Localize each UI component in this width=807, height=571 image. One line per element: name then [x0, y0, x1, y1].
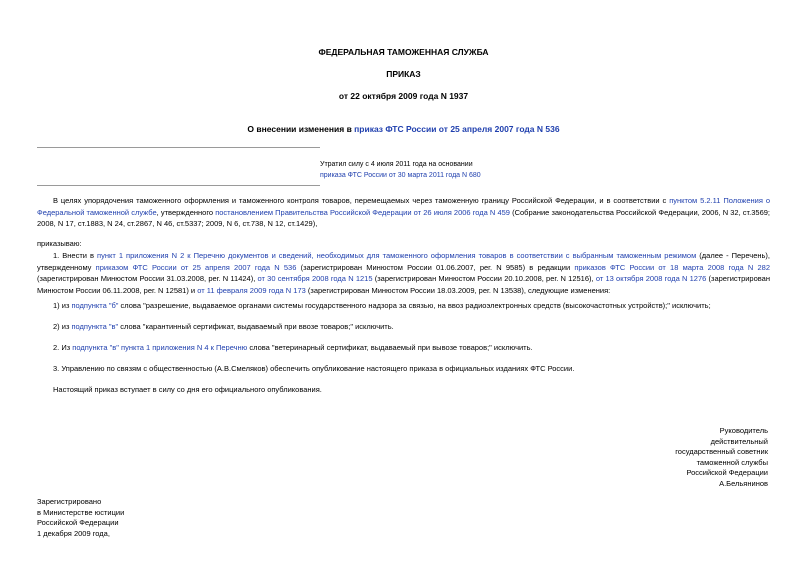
preamble-link-decree[interactable]: постановлением Правительства Российской Федерации от 26 июля 2006 года N 459: [215, 207, 510, 217]
preamble-text-2: , утвержденного: [156, 207, 216, 217]
signature-line: действительный: [710, 436, 768, 446]
status-note-text: Утратил силу с 4 июля 2011 года на основании: [320, 161, 473, 168]
divider-bottom: [37, 185, 320, 186]
agency-title: ФЕДЕРАЛЬНАЯ ТАМОЖЕННАЯ СЛУЖБА: [318, 47, 489, 57]
registration-line: Российской Федерации: [37, 518, 119, 527]
signature-line: государственный советник: [675, 447, 768, 456]
preamble-text-1: В целях упорядочения таможенного оформления и таможенного контроля товаров, перемещаемых через таможенную границу Российской Федерации, и в соответствии с: [53, 196, 670, 205]
signature-line: Российской Федерации: [686, 468, 768, 477]
registration-block: [37, 497, 124, 539]
item-1-link-order-282[interactable]: приказов ФТС России от 18 марта 2008 года N 282: [574, 262, 770, 272]
registration-line: Зарегистрировано: [37, 497, 102, 506]
sub-item-1-link[interactable]: подпункта "б": [71, 301, 119, 310]
item-2-link[interactable]: подпункта "в" пункта 1 приложения N 4 к Перечню: [72, 343, 248, 352]
registration-line: 1 декабря 2009 года,: [37, 528, 110, 538]
sub-item-2-text-1: 2) из: [53, 322, 72, 331]
doc-date-number: от 22 октября 2009 года N 1937: [338, 91, 469, 101]
item-1-link-order-536[interactable]: приказом ФТС России от 25 апреля 2007 года N 536: [95, 262, 297, 272]
sub-item-1: [53, 301, 711, 311]
registration-line: в Министерстве юстиции: [37, 507, 125, 517]
preamble-link-regulation[interactable]: пунктом 5.2.11 Положения о Федеральной таможенной службе: [37, 196, 770, 217]
sub-item-2-link[interactable]: подпункта "в": [71, 322, 119, 331]
preamble-paragraph: [37, 195, 770, 230]
item-1-link-order-1215[interactable]: от 30 сентября 2008 года N 1215: [257, 274, 373, 283]
item-2: [53, 343, 533, 353]
item-1-text-3: (зарегистрирован Минюстом России 01.06.2007, рег. N 9585) в редакции: [296, 262, 575, 272]
order-word: приказываю:: [37, 239, 82, 248]
item-3: 3. Управлению по связям с общественностью (А.В.Смеляков) обеспечить опубликование настоящего приказа в официальных изданиях ФТС России.: [53, 364, 575, 373]
effective-clause: Настоящий приказ вступает в силу со дня его официального опубликования.: [53, 385, 322, 394]
signature-line: Руководитель: [719, 426, 768, 435]
item-1-text-7: (зарегистрирован Минюстом России 18.03.2009, рег. N 13538), следующие изменения:: [305, 285, 611, 295]
item-1-text-5: (зарегистрирован Минюстом России 20.10.2008, рег. N 12516),: [372, 274, 596, 283]
item-1-text-1: 1. Внести в: [53, 251, 98, 260]
signature-line: А.Бельянинов: [719, 478, 768, 488]
sub-item-1-text-1: 1) из: [53, 301, 72, 310]
signature-line: таможенной службы: [696, 457, 768, 467]
signature-block: [568, 426, 768, 489]
item-1-link-order-1276[interactable]: от 13 октября 2008 года N 1276: [595, 274, 707, 283]
item-2-text-1: 2. Из: [53, 343, 73, 352]
sub-item-2-text-2: слова "карантинный сертификат, выдаваемый при ввозе товаров;" исключить.: [118, 322, 394, 331]
item-2-text-2: слова "ветеринарный сертификат, выдаваемый при вывозе товаров;" исключить.: [247, 343, 533, 352]
status-note-link[interactable]: приказа ФТС России от 30 марта 2011 года N 680: [320, 172, 481, 179]
item-1-text-6: (зарегистрирован Минюстом России 06.11.2008, рег. N 12581) и: [37, 274, 770, 295]
doc-subject: [0, 124, 807, 134]
subject-prefix: О внесении изменения в: [247, 124, 355, 134]
item-1-text-2: (далее - Перечень), утвержденному: [37, 251, 770, 272]
sub-item-2: [53, 322, 394, 332]
item-1-link-appendix[interactable]: пункт 1 приложения N 2 к Перечню документов и сведений, необходимых для таможенного оформления товаров в соответствии с выбранным таможенным режимом: [97, 251, 697, 260]
divider-top: [37, 147, 320, 148]
doc-type: ПРИКАЗ: [386, 69, 421, 79]
item-1-text-4: (зарегистрирован Минюстом России 31.03.2008, рег. N 11424),: [37, 274, 258, 283]
subject-link[interactable]: приказ ФТС России от 25 апреля 2007 года N 536: [354, 124, 560, 134]
preamble-text-3: (Собрание законодательства Российской Федерации, 2006, N 32, ст.3569; 2008, N 17, ст.1883, N 24, ст.2867, N 46, ст.5337; 2009, N 6, ст.738, N 12, ст.1429),: [37, 207, 770, 228]
status-note: [320, 159, 520, 181]
sub-item-1-text-2: слова "разрешение, выдаваемое органами системы государственного надзора за связью, на ввоз радиоэлектронных средств (высокочастотных устройств);" исключить;: [118, 301, 711, 310]
item-1-paragraph: [37, 250, 770, 296]
item-1-link-order-173[interactable]: от 11 февраля 2009 года N 173: [197, 285, 306, 295]
